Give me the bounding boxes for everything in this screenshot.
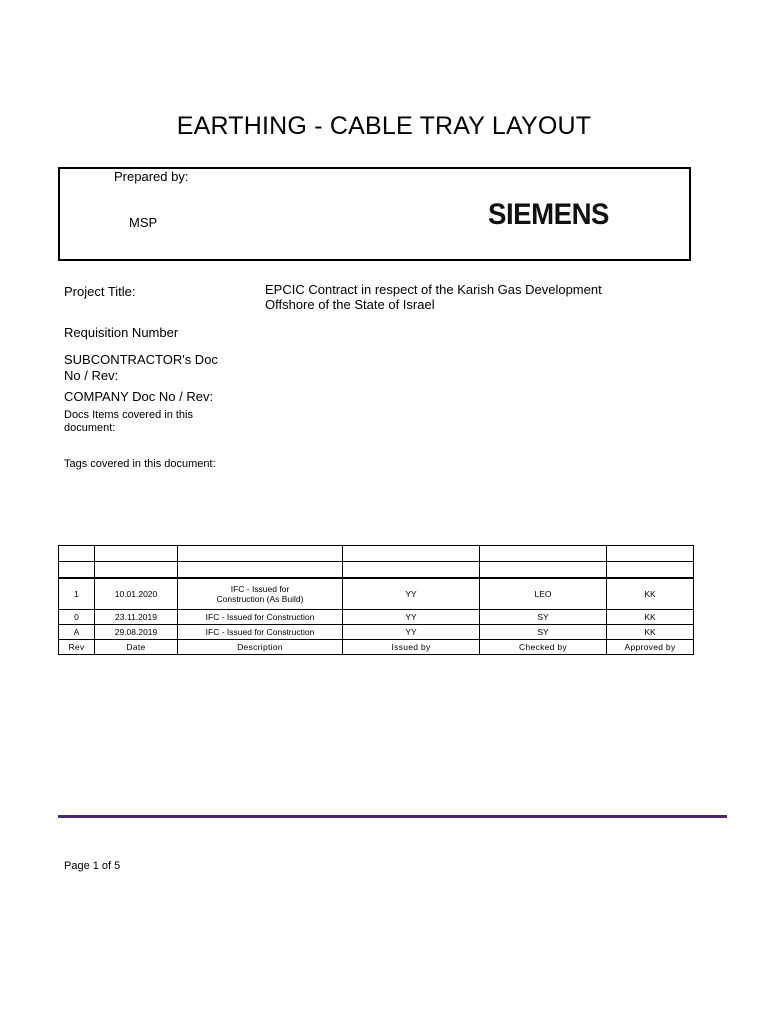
approved-by-cell: KK <box>607 625 694 640</box>
rev-cell: 1 <box>59 578 95 610</box>
project-title-line-2: Offshore of the State of Israel <box>265 297 435 312</box>
table-row-empty <box>59 562 694 579</box>
document-title: EARTHING - CABLE TRAY LAYOUT <box>176 112 592 140</box>
table-header-row <box>59 640 694 655</box>
description-line-2: Construction (As Build) <box>216 594 304 604</box>
requisition-number-label: Requisition Number <box>64 325 179 340</box>
description-line-1: IFC - Issued for <box>230 584 290 594</box>
rev-cell: A <box>59 625 95 640</box>
docs-items-line-2: document: <box>64 422 116 434</box>
subcontractor-doc-line-2: No / Rev: <box>64 368 119 383</box>
header-description: Description <box>178 640 343 655</box>
header-issued-by: Issued by <box>343 640 480 655</box>
prepared-by-label: Prepared by: <box>114 169 189 184</box>
company-doc-label: COMPANY Doc No / Rev: <box>64 389 214 404</box>
page-number: Page 1 of 5 <box>64 860 121 872</box>
table-row-empty <box>59 546 694 562</box>
project-title-line-1: EPCIC Contract in respect of the Karish Gas Development <box>265 282 602 297</box>
approved-by-cell: KK <box>607 610 694 625</box>
date-cell: 29.08.2019 <box>95 625 178 640</box>
checked-by-cell: SY <box>480 625 607 640</box>
description-cell: IFC - Issued for Construction <box>178 610 343 625</box>
table-row <box>59 578 694 610</box>
table-row <box>59 610 694 625</box>
issued-by-cell: YY <box>343 610 480 625</box>
header-approved-by: Approved by <box>607 640 694 655</box>
project-title-value <box>265 282 665 312</box>
checked-by-cell: LEO <box>480 578 607 610</box>
header-checked-by: Checked by <box>480 640 607 655</box>
project-title-label: Project Title: <box>64 284 136 299</box>
date-cell: 10.01.2020 <box>95 578 178 610</box>
header-rev: Rev <box>59 640 95 655</box>
siemens-logo: SIEMENS <box>488 198 610 231</box>
prepared-by-value: MSP <box>129 215 158 230</box>
checked-by-cell: SY <box>480 610 607 625</box>
description-cell <box>178 578 343 610</box>
docs-items-line-1: Docs Items covered in this <box>64 409 193 421</box>
issued-by-cell: YY <box>343 625 480 640</box>
issued-by-cell: YY <box>343 578 480 610</box>
subcontractor-doc-label <box>64 352 218 384</box>
subcontractor-doc-line-1: SUBCONTRACTOR's Doc <box>64 352 218 367</box>
header-date: Date <box>95 640 178 655</box>
approved-by-cell: KK <box>607 578 694 610</box>
table-row <box>59 625 694 640</box>
docs-items-label <box>64 409 193 435</box>
date-cell: 23.11.2019 <box>95 610 178 625</box>
revision-table <box>58 545 694 655</box>
footer-divider <box>58 815 727 818</box>
rev-cell: 0 <box>59 610 95 625</box>
description-cell: IFC - Issued for Construction <box>178 625 343 640</box>
tags-covered-label: Tags covered in this document: <box>64 458 216 470</box>
